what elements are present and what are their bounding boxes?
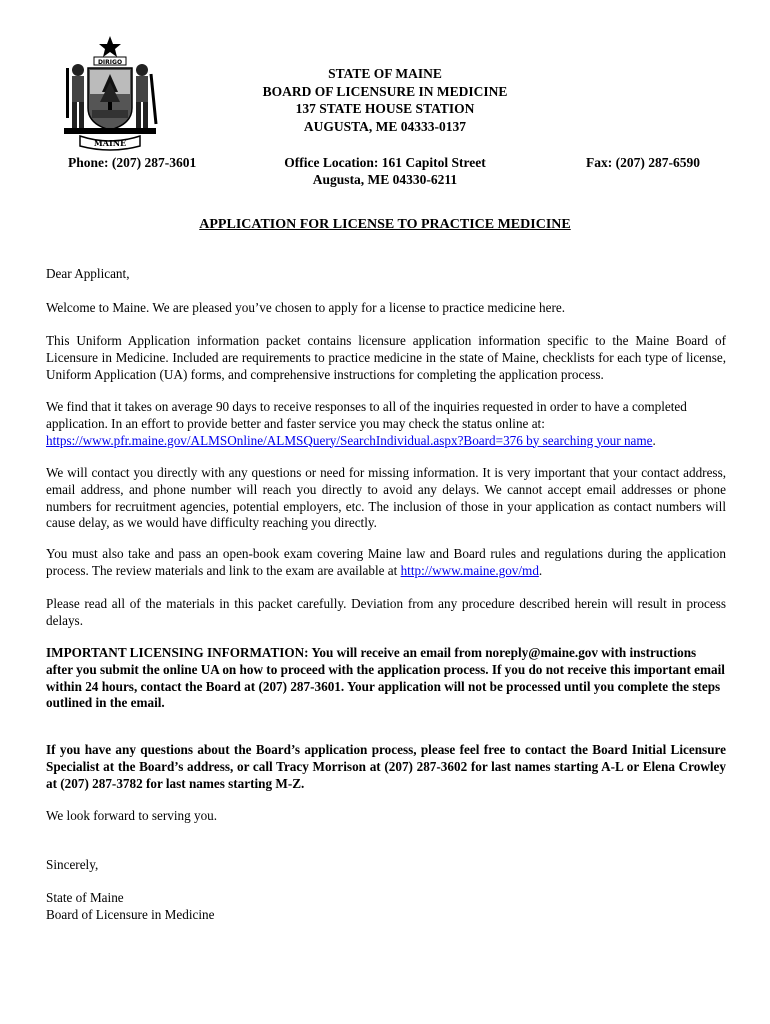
read-materials-paragraph: Please read all of the materials in this packet carefully. Deviation from any procedure described herein will result in process delays. — [46, 596, 726, 628]
uniform-application-paragraph: This Uniform Application information packet contains licensure application information specific to the Maine Board of Licensure in Medicine. Included are requirements to practice medicine in the state of Maine, checklists for each type of license, Uniform Application (UA) forms, and comprehensive instructions for completing the application process. — [46, 333, 726, 382]
complimentary-close: Sincerely, — [46, 857, 99, 872]
office-street: Office Location: 161 Capitol Street — [284, 155, 486, 170]
board-header — [0, 65, 770, 135]
header-board: BOARD OF LICENSURE IN MEDICINE — [262, 83, 508, 99]
office-city: Augusta, ME 04330-6211 — [312, 172, 458, 187]
contact-info-paragraph: We will contact you directly with any questions or need for missing information. It is very important that your contact address, email address, and phone number will reach you directly to avoid any delays. We cannot accept email addresses or phone numbers for recruitment agencies, potential employers, etc. The inclusion of those in your application as contact numbers will cause delay, as we would have difficulty reaching you directly. — [46, 465, 726, 531]
header-station: 137 STATE HOUSE STATION — [295, 101, 475, 116]
closing-remark: We look forward to serving you. — [46, 808, 218, 823]
processing-time-paragraph — [46, 399, 726, 449]
exam-link[interactable]: http://www.maine.gov/md — [400, 562, 539, 578]
fax-number: Fax: (207) 287-6590 — [586, 155, 700, 170]
seal-banner: MAINE — [93, 138, 127, 148]
signature-block — [46, 890, 726, 924]
exam-period: . — [538, 562, 543, 578]
seal-motto: DIRIGO — [97, 59, 123, 66]
document-title: APPLICATION FOR LICENSE TO PRACTICE MEDICINE — [199, 217, 571, 232]
exam-paragraph — [46, 546, 726, 580]
header-state: STATE OF MAINE — [328, 66, 442, 81]
signature-state: State of Maine — [46, 890, 124, 905]
processing-time-line2: application. In an effort to provide better and faster service you may check the status online at: — [46, 415, 545, 431]
status-link-period: . — [652, 432, 656, 448]
signature-board: Board of Licensure in Medicine — [46, 906, 215, 922]
status-check-link[interactable]: https://www.pfr.maine.gov/ALMSOnline/ALMSQuery/SearchIndividual.aspx?Board=376 by searching your name — [46, 432, 653, 448]
important-info-paragraph: IMPORTANT LICENSING INFORMATION: You will receive an email from noreply@maine.gov with instructions after you submit the online UA on how to proceed with the application process. If you do not receive this important email within 24 hours, contact the Board at (207) 287-3601. Your application will not be processed until you complete the steps outlined in the email. — [46, 645, 725, 711]
office-location — [260, 154, 510, 188]
welcome-paragraph: Welcome to Maine. We are pleased you’ve chosen to apply for a license to practice medicine here. — [46, 300, 566, 315]
phone-number: Phone: (207) 287-3601 — [68, 155, 197, 170]
salutation: Dear Applicant, — [46, 266, 130, 281]
exam-text: You must also take and pass an open-book exam covering Maine law and Board rules and regulations during the application process. The review materials and link to the exam are available at — [46, 546, 726, 578]
processing-time-line1: We find that it takes on average 90 days to receive responses to all of the inquiries requested in order to have a completed — [46, 399, 687, 414]
questions-paragraph: If you have any questions about the Board’s application process, please feel free to contact the Board Initial Licensure Specialist at the Board’s address, or call Tracy Morrison at (207) 287-3602 for last names starting A-L or Elena Crowley at (207) 287-3782 for last names starting M-Z. — [46, 742, 726, 791]
header-city: AUGUSTA, ME 04333-0137 — [303, 118, 467, 134]
